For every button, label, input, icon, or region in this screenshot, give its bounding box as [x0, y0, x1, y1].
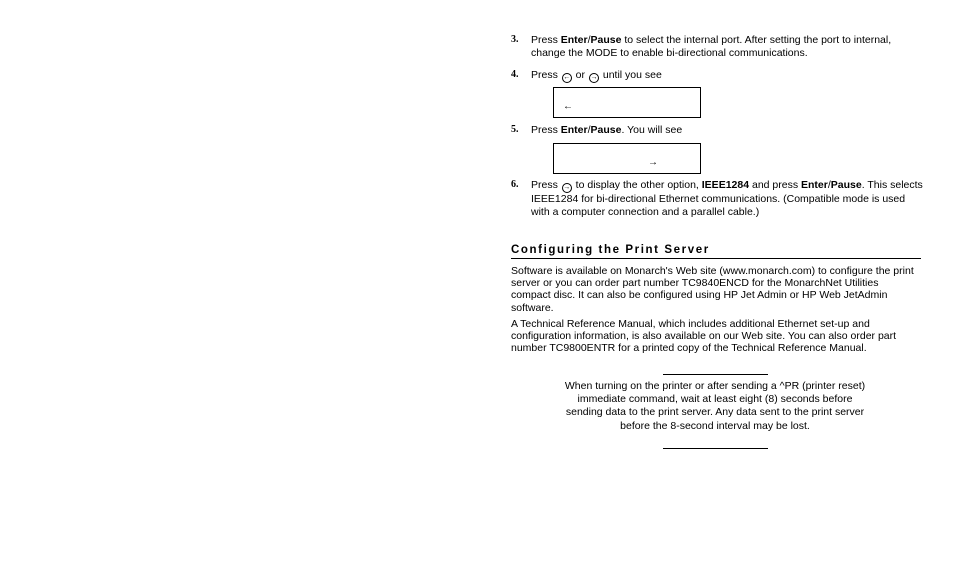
step-text: Press Enter/Pause to select the internal port. After setting the port to internal, change the MODE to enable bi-directional communications. — [531, 34, 892, 59]
section-title: Configuring the Print Server — [511, 244, 921, 259]
left-arrow-key-icon: ← — [563, 74, 571, 81]
enter-key-label: Enter — [560, 124, 588, 136]
pause-key-label: Pause — [830, 179, 862, 191]
paragraph-manual: A Technical Reference Manual, which includes additional Ethernet set-up and configuration information, is also available on our Web site. You can also order part number TC9800ENTR for a printed copy of the Technical Reference Manual. — [511, 318, 897, 355]
pause-key-label: Pause — [590, 34, 622, 46]
step-number: 3. — [511, 34, 519, 45]
left-arrow-icon: ← — [563, 101, 573, 112]
step-3 — [511, 34, 923, 59]
step-6 — [511, 179, 923, 218]
enter-key-label: Enter — [560, 34, 588, 46]
printer-display-1 — [553, 87, 701, 118]
step-text: Press ← or → until you see — [531, 69, 662, 81]
step-number: 5. — [511, 124, 519, 135]
option-label: IEEE1284 — [701, 179, 750, 191]
note-text: When turning on the printer or after sending a ^PR (printer reset) immediate command, wait at least eight (8) seconds before sending data to the print server. Any data sent to the print server before the 8-second interval may be lost. — [564, 380, 866, 432]
right-arrow-icon: → — [648, 157, 658, 168]
right-arrow-key-icon: → — [563, 184, 571, 191]
step-text: Press → to display the other option, IEEE1284 and press Enter/Pause. This selects IEEE1284 for bi-directional Ethernet communications. (Compatible mode is used with a computer connection and a parallel cable.) — [531, 179, 923, 218]
step-4 — [511, 69, 923, 83]
step-5 — [511, 124, 923, 137]
enter-key-label: Enter — [801, 179, 828, 191]
note-bottom-rule — [663, 448, 768, 449]
step-number: 6. — [511, 179, 519, 190]
step-number: 4. — [511, 69, 519, 80]
step-text: Press Enter/Pause. You will see — [531, 124, 683, 136]
printer-display-2 — [553, 143, 701, 174]
paragraph-software: Software is available on Monarch's Web site (www.monarch.com) to configure the print server or you can order part number TC9840ENCD for the MonarchNet Utilities compact disc. It can also be configured using HP Jet Admin or HP Web JetAdmin software. — [511, 265, 914, 314]
note-top-rule — [663, 374, 768, 375]
right-arrow-key-icon: → — [590, 74, 598, 81]
pause-key-label: Pause — [590, 124, 622, 136]
